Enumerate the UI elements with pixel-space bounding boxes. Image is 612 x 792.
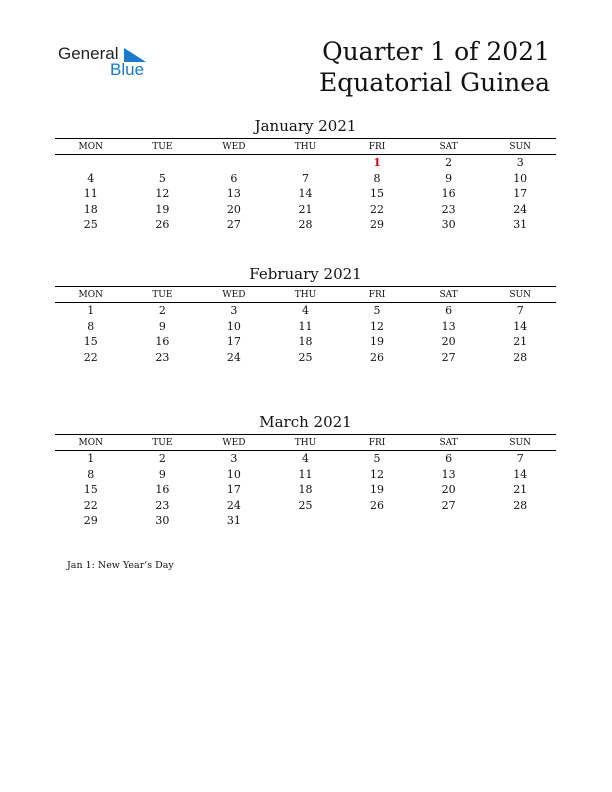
day-cell: 19 bbox=[370, 483, 385, 497]
empty-day-cell bbox=[484, 513, 556, 529]
week-row bbox=[55, 303, 556, 319]
week-row bbox=[55, 319, 556, 335]
day-cell: 22 bbox=[370, 202, 385, 216]
day-cell: 29 bbox=[83, 514, 98, 528]
day-cell: 26 bbox=[370, 498, 385, 512]
weekday-header: SAT bbox=[413, 435, 485, 451]
weekday-header: TUE bbox=[127, 139, 199, 155]
calendar-grid bbox=[55, 434, 556, 529]
weekday-header: TUE bbox=[127, 287, 199, 303]
weekday-header: THU bbox=[270, 435, 342, 451]
day-cell: 17 bbox=[226, 335, 241, 349]
empty-day-cell bbox=[127, 155, 199, 171]
day-cell: 21 bbox=[513, 335, 528, 349]
weekday-header: WED bbox=[198, 139, 270, 155]
day-cell: 23 bbox=[441, 202, 456, 216]
day-cell: 3 bbox=[230, 452, 238, 466]
week-row bbox=[55, 451, 556, 467]
weekday-header: WED bbox=[198, 435, 270, 451]
day-cell: 4 bbox=[301, 452, 309, 466]
day-cell: 3 bbox=[230, 304, 238, 318]
day-cell: 2 bbox=[158, 452, 166, 466]
week-row bbox=[55, 482, 556, 498]
week-row bbox=[55, 467, 556, 483]
day-cell: 15 bbox=[370, 187, 385, 201]
weekday-header: WED bbox=[198, 287, 270, 303]
logo-general-text: General bbox=[58, 44, 119, 63]
weekday-header-row bbox=[55, 435, 556, 451]
day-cell: 3 bbox=[516, 156, 524, 170]
day-cell: 28 bbox=[513, 498, 528, 512]
day-cell: 20 bbox=[226, 202, 241, 216]
day-cell: 14 bbox=[298, 187, 313, 201]
day-cell: 29 bbox=[370, 218, 385, 232]
week-row bbox=[55, 186, 556, 202]
day-cell: 9 bbox=[158, 319, 166, 333]
day-cell: 6 bbox=[445, 452, 453, 466]
day-cell: 22 bbox=[83, 350, 98, 364]
day-cell: 12 bbox=[370, 467, 385, 481]
holiday-note: Jan 1: New Year’s Day bbox=[67, 560, 174, 571]
day-cell: 22 bbox=[83, 498, 98, 512]
week-row bbox=[55, 498, 556, 514]
day-cell: 14 bbox=[513, 467, 528, 481]
day-cell: 9 bbox=[445, 171, 453, 185]
day-cell: 11 bbox=[83, 187, 98, 201]
week-row bbox=[55, 217, 556, 233]
day-cell: 17 bbox=[513, 187, 528, 201]
day-cell: 21 bbox=[298, 202, 313, 216]
day-cell: 28 bbox=[298, 218, 313, 232]
day-cell: 18 bbox=[298, 483, 313, 497]
empty-day-cell bbox=[413, 513, 485, 529]
day-cell: 2 bbox=[445, 156, 453, 170]
day-cell: 6 bbox=[445, 304, 453, 318]
month-title: February 2021 bbox=[249, 265, 362, 283]
logo-blue-text: Blue bbox=[110, 60, 145, 79]
week-row bbox=[55, 171, 556, 187]
day-cell: 25 bbox=[298, 498, 313, 512]
weekday-header: SUN bbox=[484, 435, 556, 451]
day-cell: 14 bbox=[513, 319, 528, 333]
week-row bbox=[55, 513, 556, 529]
weekday-header: MON bbox=[55, 287, 127, 303]
day-cell: 21 bbox=[513, 483, 528, 497]
day-cell: 15 bbox=[83, 335, 98, 349]
month-title: March 2021 bbox=[259, 413, 352, 431]
empty-day-cell bbox=[270, 513, 342, 529]
month-title: January 2021 bbox=[254, 117, 357, 135]
weekday-header: TUE bbox=[127, 435, 199, 451]
weekday-header-row bbox=[55, 287, 556, 303]
day-cell: 30 bbox=[441, 218, 456, 232]
day-cell: 13 bbox=[441, 319, 456, 333]
day-cell: 12 bbox=[155, 187, 170, 201]
day-cell: 23 bbox=[155, 350, 170, 364]
day-cell: 17 bbox=[226, 483, 241, 497]
day-cell: 16 bbox=[155, 483, 170, 497]
day-cell: 30 bbox=[155, 514, 170, 528]
day-cell: 16 bbox=[155, 335, 170, 349]
day-cell: 1 bbox=[87, 304, 95, 318]
day-cell: 27 bbox=[441, 498, 456, 512]
day-cell: 26 bbox=[155, 218, 170, 232]
day-cell: 20 bbox=[441, 335, 456, 349]
weekday-header: MON bbox=[55, 139, 127, 155]
calendar-grid bbox=[55, 138, 556, 233]
empty-day-cell bbox=[198, 155, 270, 171]
day-cell: 5 bbox=[373, 304, 381, 318]
day-cell: 10 bbox=[226, 319, 241, 333]
month-january bbox=[55, 117, 556, 233]
week-row bbox=[55, 350, 556, 366]
empty-day-cell bbox=[55, 155, 127, 171]
day-cell: 18 bbox=[83, 202, 98, 216]
weekday-header: SUN bbox=[484, 139, 556, 155]
day-cell: 20 bbox=[441, 483, 456, 497]
month-february bbox=[55, 265, 556, 365]
day-cell: 15 bbox=[83, 483, 98, 497]
day-cell: 5 bbox=[373, 452, 381, 466]
day-cell: 19 bbox=[370, 335, 385, 349]
day-cell: 6 bbox=[230, 171, 238, 185]
weekday-header: THU bbox=[270, 139, 342, 155]
day-cell: 13 bbox=[441, 467, 456, 481]
day-cell: 31 bbox=[513, 218, 528, 232]
empty-day-cell bbox=[341, 513, 413, 529]
day-cell: 4 bbox=[87, 171, 95, 185]
day-cell: 8 bbox=[87, 467, 95, 481]
day-cell: 27 bbox=[226, 218, 241, 232]
day-cell: 28 bbox=[513, 350, 528, 364]
weekday-header: SUN bbox=[484, 287, 556, 303]
day-cell: 24 bbox=[226, 350, 241, 364]
brand-logo bbox=[58, 44, 158, 84]
day-cell: 13 bbox=[226, 187, 241, 201]
day-cell: 10 bbox=[513, 171, 528, 185]
day-cell: 5 bbox=[158, 171, 166, 185]
weekday-header: MON bbox=[55, 435, 127, 451]
empty-day-cell bbox=[270, 155, 342, 171]
day-cell: 8 bbox=[87, 319, 95, 333]
day-cell: 24 bbox=[226, 498, 241, 512]
day-cell: 16 bbox=[441, 187, 456, 201]
day-cell: 19 bbox=[155, 202, 170, 216]
day-cell: 2 bbox=[158, 304, 166, 318]
month-march bbox=[55, 413, 556, 529]
day-cell: 9 bbox=[158, 467, 166, 481]
week-row bbox=[55, 202, 556, 218]
day-cell: 24 bbox=[513, 202, 528, 216]
week-row bbox=[55, 155, 556, 171]
day-cell: 25 bbox=[298, 350, 313, 364]
day-cell: 27 bbox=[441, 350, 456, 364]
day-cell: 23 bbox=[155, 498, 170, 512]
day-cell: 12 bbox=[370, 319, 385, 333]
title-line-2: Equatorial Guinea bbox=[318, 68, 550, 97]
weekday-header: FRI bbox=[341, 139, 413, 155]
weekday-header: SAT bbox=[413, 139, 485, 155]
day-cell: 10 bbox=[226, 467, 241, 481]
weekday-header: THU bbox=[270, 287, 342, 303]
week-row bbox=[55, 334, 556, 350]
page-title bbox=[319, 36, 550, 98]
day-cell: 8 bbox=[373, 171, 381, 185]
weekday-header: FRI bbox=[341, 287, 413, 303]
day-cell: 31 bbox=[226, 514, 241, 528]
day-cell: 4 bbox=[301, 304, 309, 318]
weekday-header: SAT bbox=[413, 287, 485, 303]
day-cell: 1 bbox=[87, 452, 95, 466]
calendar-grid bbox=[55, 286, 556, 365]
day-cell: 7 bbox=[516, 304, 524, 318]
title-line-1: Quarter 1 of 2021 bbox=[322, 37, 550, 66]
day-cell: 11 bbox=[298, 467, 313, 481]
weekday-header-row bbox=[55, 139, 556, 155]
day-cell: 7 bbox=[301, 171, 309, 185]
day-cell: 26 bbox=[370, 350, 385, 364]
day-cell: 1 bbox=[373, 156, 381, 170]
day-cell: 11 bbox=[298, 319, 313, 333]
day-cell: 7 bbox=[516, 452, 524, 466]
day-cell: 18 bbox=[298, 335, 313, 349]
weekday-header: FRI bbox=[341, 435, 413, 451]
day-cell: 25 bbox=[83, 218, 98, 232]
